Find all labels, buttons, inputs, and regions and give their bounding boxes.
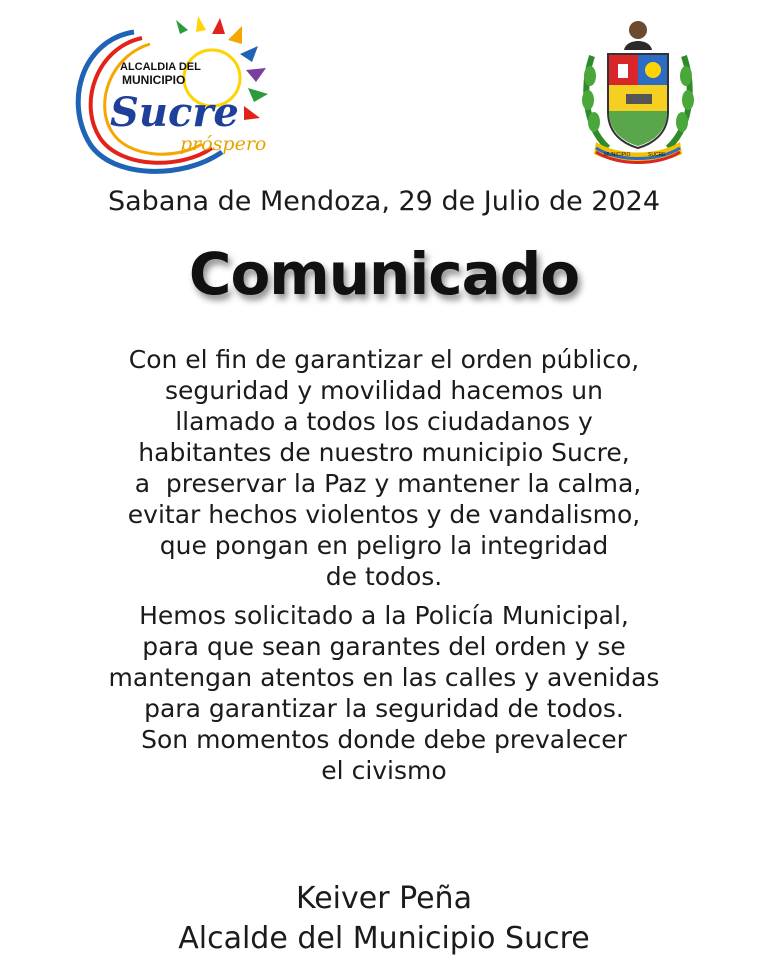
- signer-position: Alcalde del Municipio Sucre: [178, 921, 590, 956]
- logo-name: Sucre: [110, 89, 239, 136]
- logo-line2: MUNICIPIO: [122, 73, 186, 87]
- body-line: de todos.: [325, 562, 443, 591]
- body-line: que pongan en peligro la integridad: [159, 531, 609, 560]
- date-line: Sabana de Mendoza, 29 de Julio de 2024: [108, 186, 660, 217]
- body-line: a preservar la Paz y mantener la calma,: [126, 469, 642, 498]
- signature-block: [0, 879, 768, 959]
- alcaldia-sucre-logo: [62, 12, 286, 182]
- body-line: llamado a todos los ciudadanos y: [175, 407, 593, 436]
- body-line: para que sean garantes del orden y se: [142, 632, 626, 661]
- communique-body: [40, 344, 728, 786]
- paragraph-1: [40, 344, 728, 592]
- body-line: Son momentos donde debe prevalecer: [141, 725, 627, 754]
- paragraph-2: [40, 600, 728, 786]
- ribbon-left-text: MUNICIPIO: [604, 152, 631, 158]
- body-line: evitar hechos violentos y de vandalismo,: [127, 500, 641, 529]
- body-line: Hemos solicitado a la Policía Municipal,: [139, 601, 629, 630]
- signer-name: Keiver Peña: [296, 881, 472, 916]
- document-title: Comunicado: [188, 240, 580, 308]
- ribbon-right-text: SUCRE: [648, 152, 666, 158]
- logo-line1: ALCALDIA DEL: [120, 61, 201, 73]
- body-line: seguridad y movilidad hacemos un: [165, 376, 603, 405]
- body-line: Con el fin de garantizar el orden público,: [128, 345, 640, 374]
- body-line: el civismo: [321, 756, 447, 785]
- body-line: habitantes de nuestro municipio Sucre,: [138, 438, 630, 467]
- body-line: mantengan atentos en las calles y avenidas: [108, 663, 660, 692]
- logo-tagline: próspero: [180, 133, 267, 155]
- body-line: para garantizar la seguridad de todos.: [144, 694, 624, 723]
- coat-of-arms-icon: [578, 16, 698, 164]
